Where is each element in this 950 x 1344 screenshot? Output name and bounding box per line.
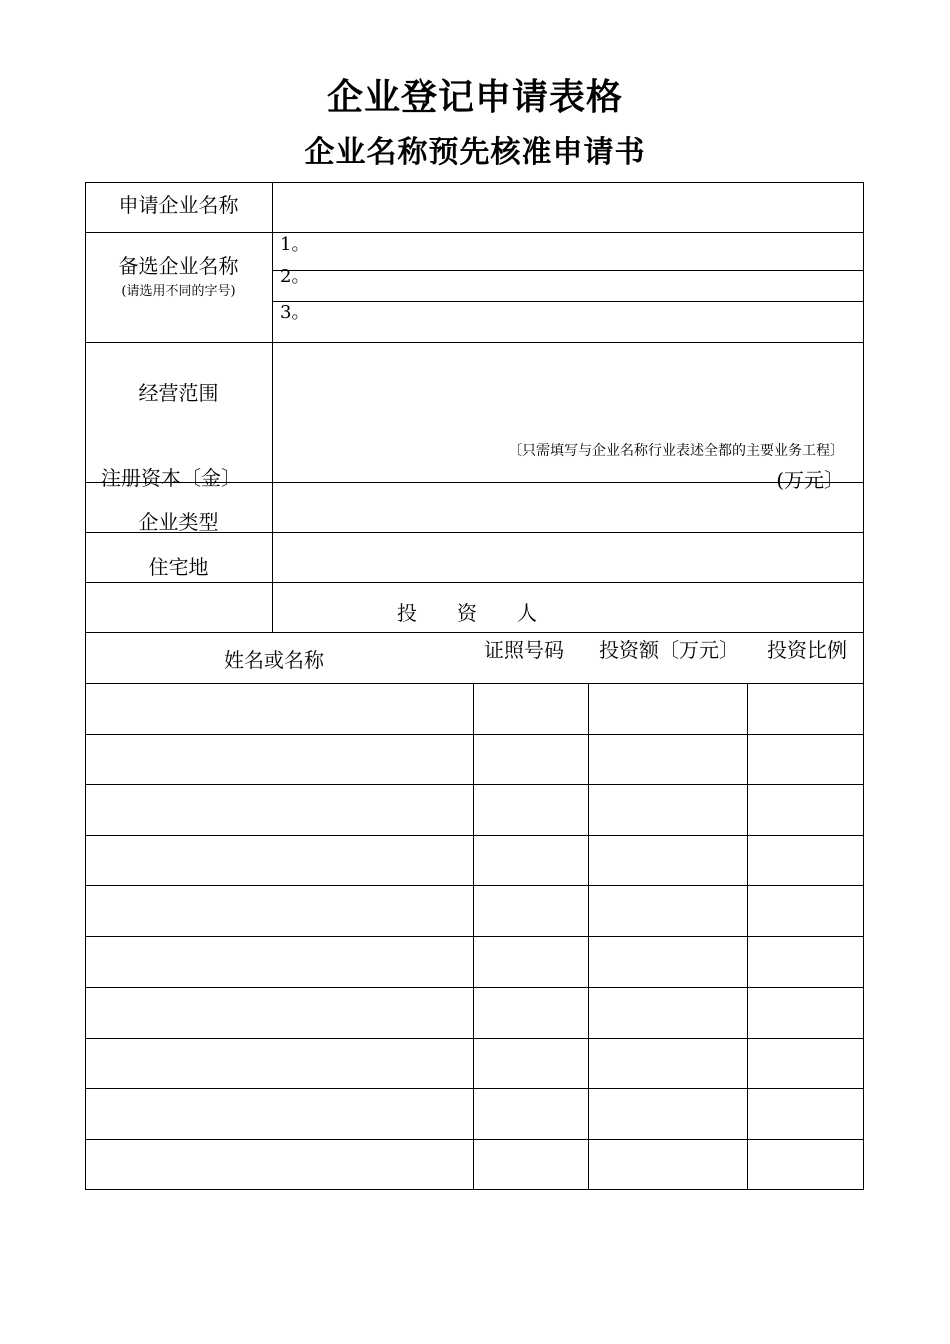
document-title: 企业登记申请表格	[326, 77, 623, 118]
cell-license-number[interactable]	[475, 736, 587, 783]
alt-name-3-field[interactable]	[310, 303, 862, 341]
document-subtitle: 企业名称预先核准申请书	[304, 135, 646, 170]
registered-capital-label: 注册资本〔金〕	[101, 466, 241, 490]
cell-name[interactable]	[87, 837, 472, 884]
cell-name[interactable]	[87, 938, 472, 986]
cell-investment-amount[interactable]	[590, 1141, 746, 1188]
header-investment-amount: 投资额〔万元〕	[599, 638, 739, 662]
cell-license-number[interactable]	[475, 685, 587, 733]
cell-name[interactable]	[87, 1090, 472, 1138]
company-type-label: 企业类型	[138, 510, 219, 534]
cell-license-number[interactable]	[475, 837, 587, 884]
cell-investment-ratio[interactable]	[749, 786, 862, 834]
cell-investment-ratio[interactable]	[749, 887, 862, 935]
cell-license-number[interactable]	[475, 1141, 587, 1188]
alt-name-1-field[interactable]	[310, 234, 862, 269]
cell-license-number[interactable]	[475, 887, 587, 935]
alt-name-2-field[interactable]	[310, 272, 862, 300]
business-scope-label: 经营范围	[138, 381, 219, 405]
alt-name-3-label: 3。	[280, 302, 310, 323]
cell-name[interactable]	[87, 1040, 472, 1087]
header-investment-ratio: 投资比例	[767, 638, 847, 662]
alt-names-label: 备选企业名称	[118, 254, 239, 278]
cell-investment-ratio[interactable]	[749, 938, 862, 986]
header-license-number: 证照号码	[484, 638, 564, 662]
company-name-label: 申请企业名称	[118, 193, 239, 217]
cell-investment-amount[interactable]	[590, 1040, 746, 1087]
alt-name-1-label: 1。	[280, 234, 310, 255]
cell-investment-ratio[interactable]	[749, 685, 862, 733]
cell-name[interactable]	[87, 786, 472, 834]
cell-investment-amount[interactable]	[590, 685, 746, 733]
cell-investment-amount[interactable]	[590, 736, 746, 783]
cell-license-number[interactable]	[475, 786, 587, 834]
residence-label: 住宅地	[148, 555, 209, 579]
cell-investment-amount[interactable]	[590, 1090, 746, 1138]
cell-investment-amount[interactable]	[590, 837, 746, 884]
cell-license-number[interactable]	[475, 1090, 587, 1138]
cell-investment-ratio[interactable]	[749, 1040, 862, 1087]
header-name: 姓名或名称	[224, 648, 324, 672]
company-type-field[interactable]	[274, 484, 862, 531]
cell-license-number[interactable]	[475, 1040, 587, 1087]
cell-name[interactable]	[87, 685, 472, 733]
alt-name-2-label: 2。	[280, 266, 310, 287]
cell-investment-ratio[interactable]	[749, 1090, 862, 1138]
cell-investment-amount[interactable]	[590, 938, 746, 986]
cell-name[interactable]	[87, 989, 472, 1037]
registered-capital-unit: (万元〕	[776, 468, 844, 492]
cell-investment-ratio[interactable]	[749, 1141, 862, 1188]
cell-name[interactable]	[87, 887, 472, 935]
cell-investment-amount[interactable]	[590, 887, 746, 935]
alt-names-note: (请选用不同的字号)	[121, 284, 236, 299]
residence-field[interactable]	[274, 534, 862, 581]
cell-license-number[interactable]	[475, 989, 587, 1037]
cell-investment-ratio[interactable]	[749, 989, 862, 1037]
cell-investment-amount[interactable]	[590, 786, 746, 834]
cell-name[interactable]	[87, 1141, 472, 1188]
business-scope-hint: 〔只需填写与企业名称行业表述全都的主要业务工程〕	[508, 443, 844, 459]
cell-name[interactable]	[87, 736, 472, 783]
investors-heading: 投 资 人	[397, 601, 537, 625]
cell-investment-amount[interactable]	[590, 989, 746, 1037]
business-scope-field[interactable]	[274, 344, 862, 440]
cell-investment-ratio[interactable]	[749, 837, 862, 884]
cell-license-number[interactable]	[475, 938, 587, 986]
cell-investment-ratio[interactable]	[749, 736, 862, 783]
company-name-field[interactable]	[274, 184, 862, 231]
